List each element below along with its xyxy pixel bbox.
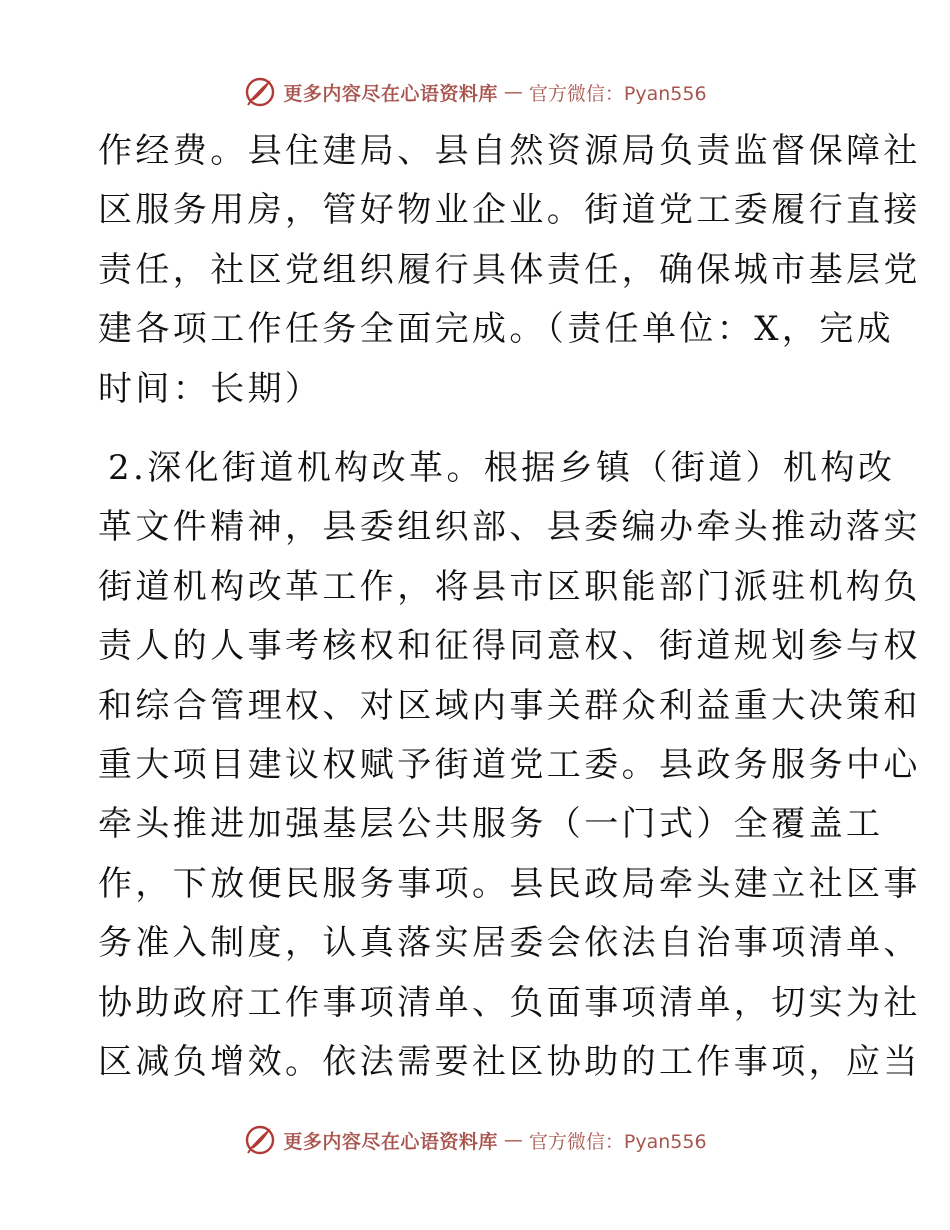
text-line: 街道机构改革工作，将县市区职能部门派驻机构负: [98, 566, 921, 607]
text-line: 革文件精神，县委组织部、县委编办牵头推动落实: [98, 507, 921, 548]
text-line: 务准入制度，认真落实居委会依法自治事项清单、: [98, 923, 921, 964]
text-line: 责任，社区党组织履行具体责任，确保城市基层党: [98, 249, 921, 290]
text-line: 和综合管理权、对区域内事关群众利益重大决策和: [98, 685, 921, 726]
text-line: 牵头推进加强基层公共服务（一门式）全覆盖工: [98, 804, 884, 845]
paragraph-item-2: [98, 439, 921, 1092]
text-line: 时间：长期）: [98, 368, 323, 409]
footer-watermark-banner: [0, 1120, 950, 1160]
banner-separator: —: [503, 1129, 523, 1151]
banner-text: 更多内容尽在心语资料库: [283, 82, 498, 105]
text-line: 2.深化街道机构改革。根据乡镇（街道）机构改: [108, 448, 896, 489]
text-line: 作，下放便民服务事项。县民政局牵头建立社区事: [98, 863, 921, 904]
text-line: 作经费。县住建局、县自然资源局负责监督保障社: [98, 131, 921, 171]
text-line: 责人的人事考核权和征得同意权、街道规划参与权: [98, 626, 921, 667]
text-line: 重大项目建议权赋予街道党工委。县政务服务中心: [98, 745, 921, 786]
text-line: 建各项工作任务全面完成。（责任单位：X，完成: [98, 309, 895, 350]
document-body: [98, 122, 921, 1093]
banner-contact: 官方微信：Pyan556: [528, 82, 707, 105]
paragraph-continued: [98, 122, 921, 419]
header-watermark-banner: [0, 72, 950, 112]
text-line: 区减负增效。依法需要社区协助的工作事项，应当: [98, 1042, 921, 1083]
text-line: 区服务用房，管好物业企业。街道党工委履行直接: [98, 190, 921, 231]
banner-text: 更多内容尽在心语资料库: [283, 1130, 498, 1153]
quill-pen-logo-icon: [243, 75, 277, 109]
quill-pen-logo-icon: [243, 1123, 277, 1157]
text-line: 协助政府工作事项清单、负面事项清单，切实为社: [98, 982, 921, 1023]
banner-contact: 官方微信：Pyan556: [528, 1130, 707, 1153]
banner-separator: —: [503, 81, 523, 103]
